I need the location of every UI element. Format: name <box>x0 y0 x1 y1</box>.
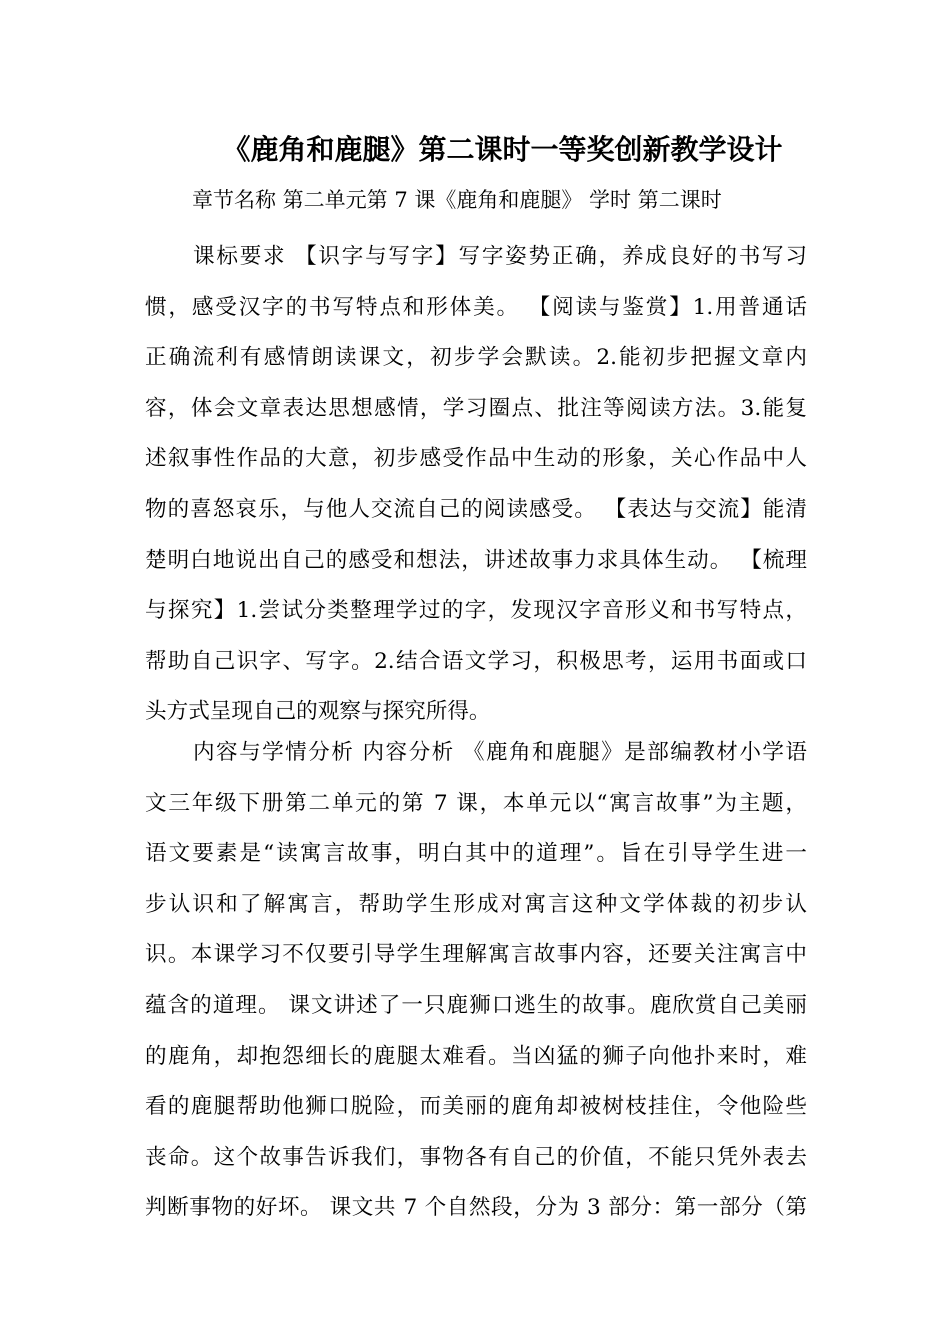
paragraph-line: 楚明白地说出自己的感受和想法，讲述故事力求具体生动。 【梳理 <box>145 547 807 573</box>
curriculum-standards-paragraph <box>145 232 807 738</box>
content-analysis-paragraph <box>145 728 807 1234</box>
paragraph-line: 语文要素是“读寓言故事，明白其中的道理”。旨在引导学生进一 <box>145 841 807 867</box>
paragraph-line: 丧命。这个故事告诉我们，事物各有自己的价值，不能只凭外表去 <box>145 1144 807 1170</box>
paragraph-line: 蕴含的道理。 课文讲述了一只鹿狮口逃生的故事。鹿欣赏自己美丽 <box>145 992 807 1018</box>
paragraph-line: 容，体会文章表达思想感情，学习圈点、批注等阅读方法。3.能复 <box>145 395 807 421</box>
paragraph-line: 物的喜怒哀乐，与他人交流自己的阅读感受。 【表达与交流】能清 <box>145 496 807 522</box>
document-title: 《鹿角和鹿腿》第二课时一等奖创新教学设计 <box>222 133 783 166</box>
paragraph-line: 文三年级下册第二单元的第 7 课，本单元以“寓言故事”为主题， <box>145 790 807 816</box>
paragraph-line: 述叙事性作品的大意，初步感受作品中生动的形象，关心作品中人 <box>145 446 807 472</box>
paragraph-line: 正确流利有感情朗读课文，初步学会默读。2.能初步把握文章内 <box>145 345 807 371</box>
paragraph-line: 的鹿角，却抱怨细长的鹿腿太难看。当凶猛的狮子向他扑来时，难 <box>145 1043 807 1069</box>
paragraph-line: 识。本课学习不仅要引导学生理解寓言故事内容，还要关注寓言中 <box>145 942 807 968</box>
paragraph-line: 课标要求 【识字与写字】写字姿势正确，养成良好的书写习 <box>193 244 807 269</box>
paragraph-line: 惯，感受汉字的书写特点和形体美。 【阅读与鉴赏】1.用普通话 <box>145 294 807 320</box>
paragraph-line: 帮助自己识字、写字。2.结合语文学习，积极思考，运用书面或口 <box>145 648 807 674</box>
chapter-info-line: 章节名称 第二单元第 7 课《鹿角和鹿腿》 学时 第二课时 <box>192 188 722 212</box>
paragraph-line: 步认识和了解寓言，帮助学生形成对寓言这种文学体裁的初步认 <box>145 891 807 917</box>
paragraph-line: 内容与学情分析 内容分析 《鹿角和鹿腿》是部编教材小学语 <box>193 740 807 765</box>
paragraph-line: 看的鹿腿帮助他狮口脱险，而美丽的鹿角却被树枝挂住，令他险些 <box>145 1094 807 1120</box>
paragraph-line: 头方式呈现自己的观察与探究所得。 <box>145 699 491 725</box>
paragraph-line: 判断事物的好坏。 课文共 7 个自然段，分为 3 部分：第一部分（第 <box>145 1195 807 1221</box>
paragraph-line: 与探究】1.尝试分类整理学过的字，发现汉字音形义和书写特点， <box>145 598 807 624</box>
